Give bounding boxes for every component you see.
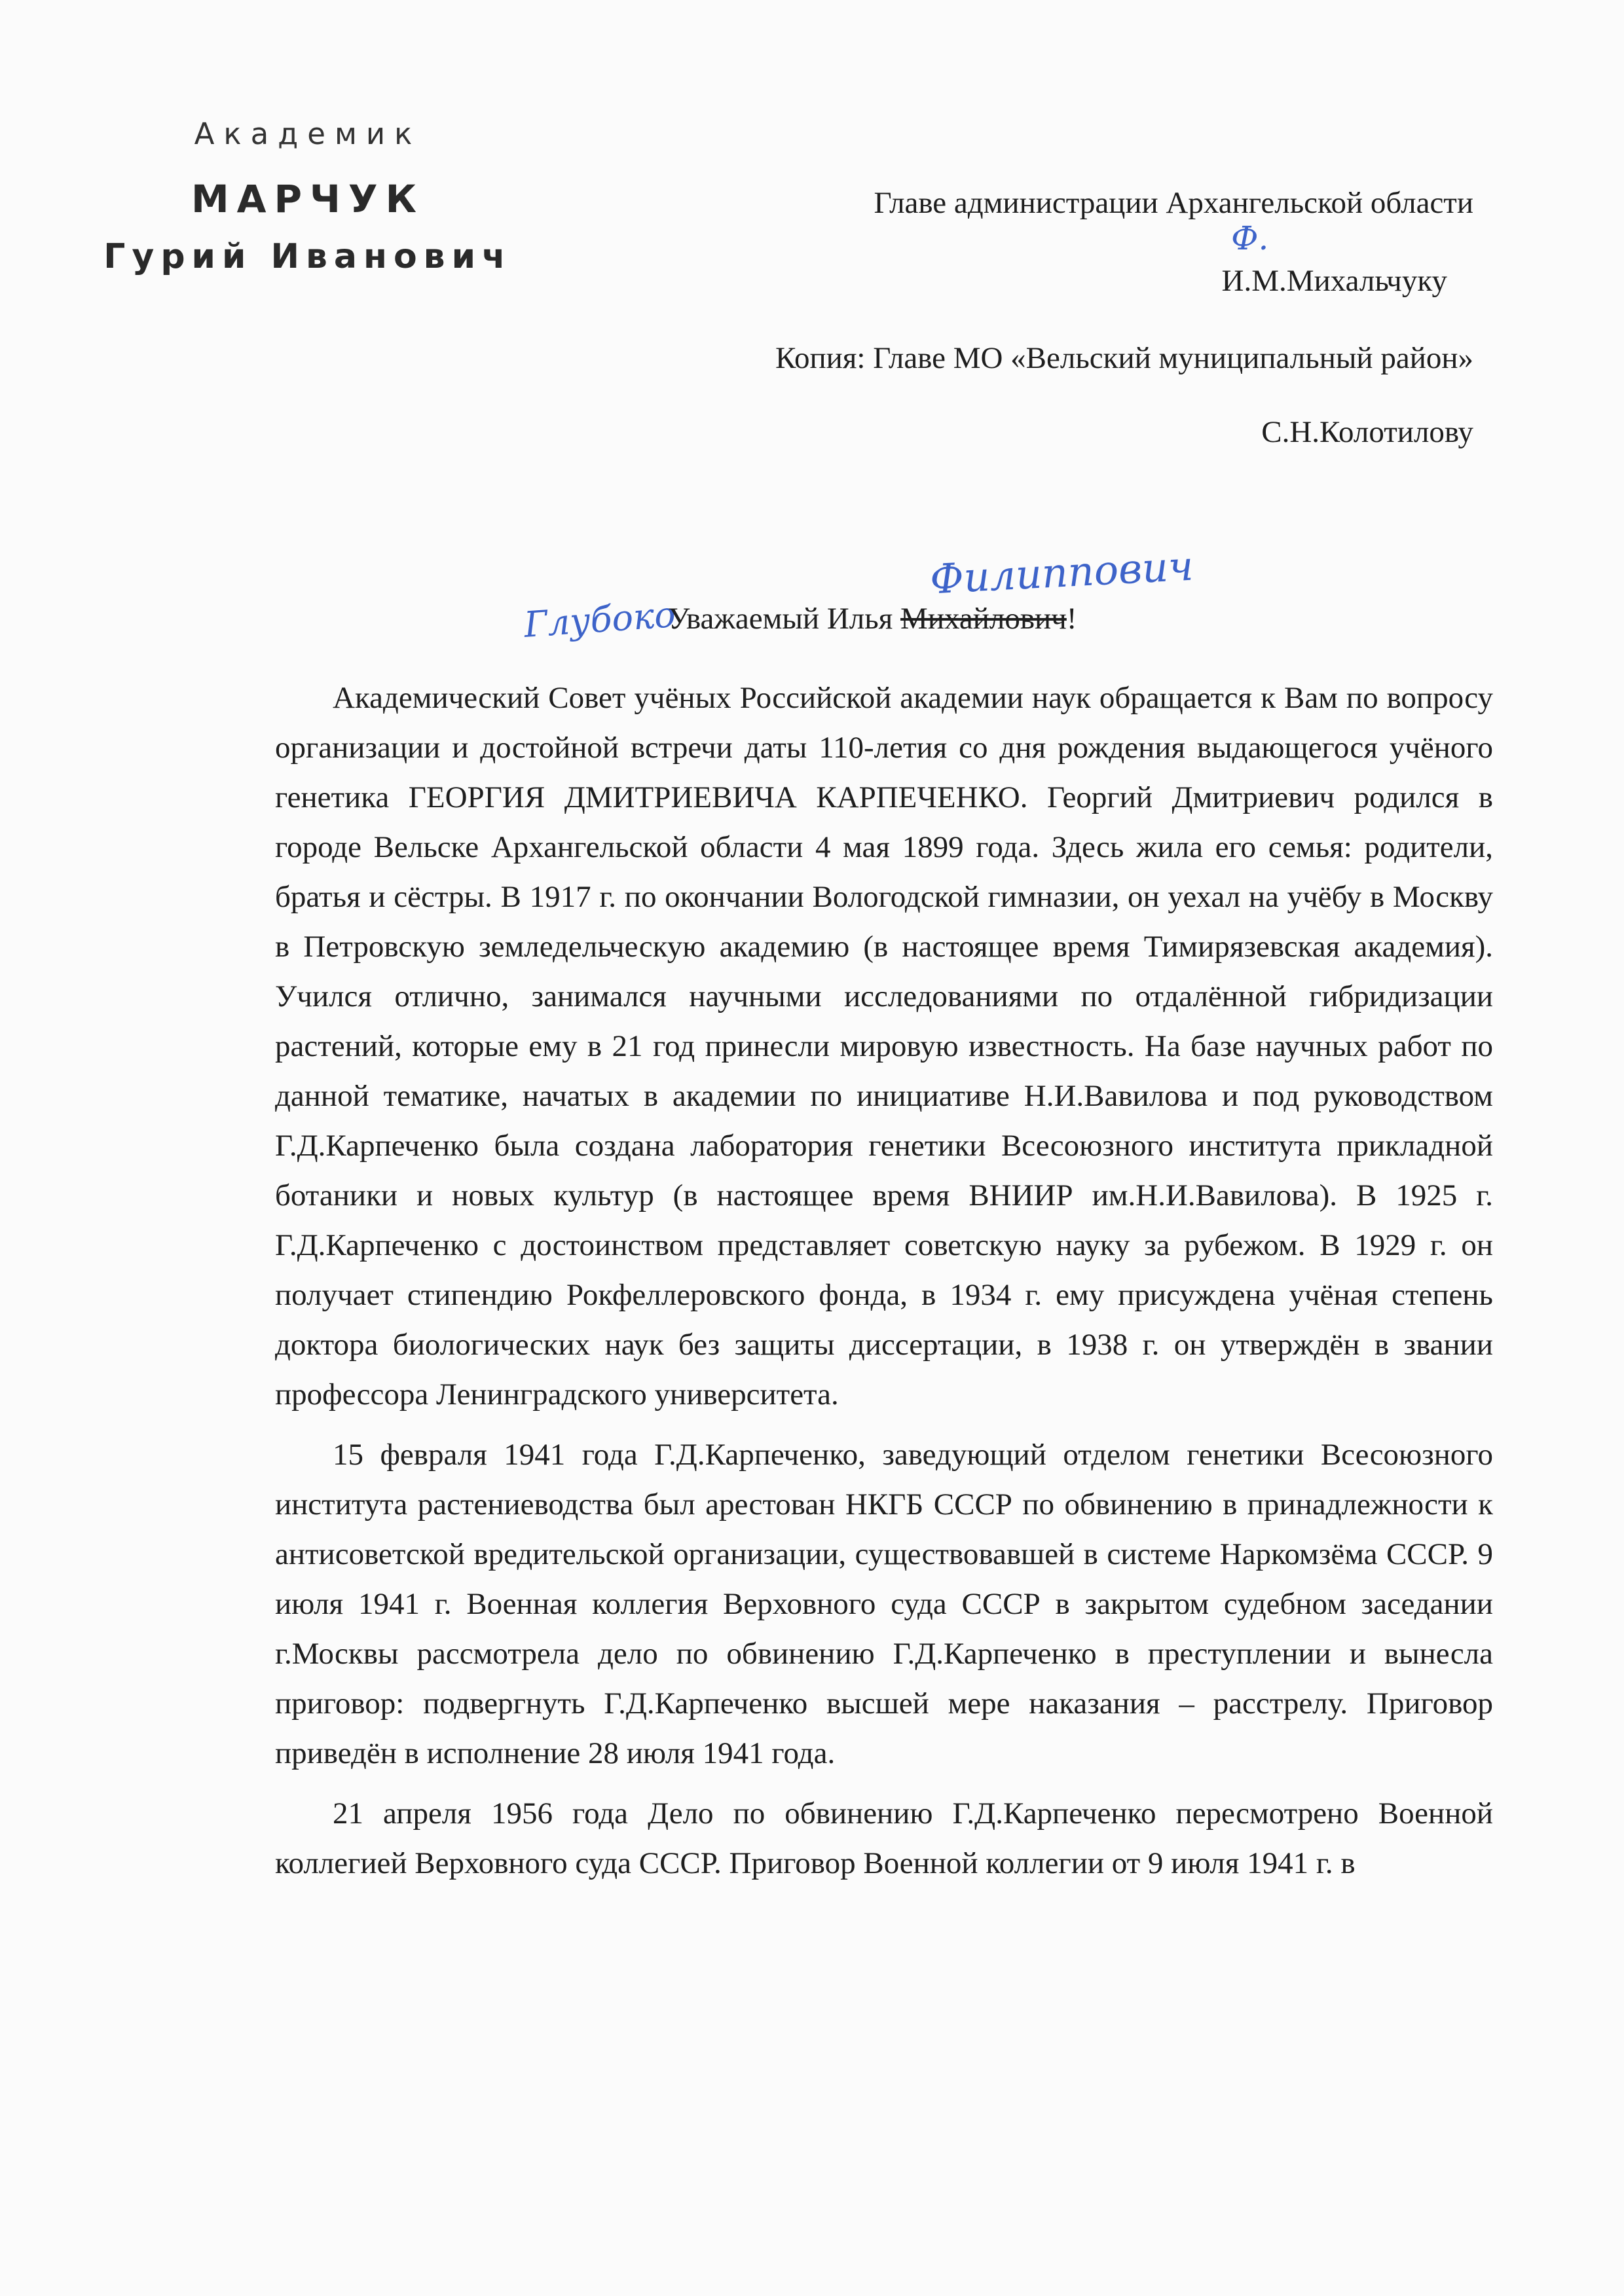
sender-name: Гурий Иванович <box>103 237 512 276</box>
handwritten-initial-correction: Ф. <box>1231 219 1269 257</box>
body-paragraph: Академический Совет учёных Российской академии наук обращается к Вам по вопросу организации и достойной встречи даты 110-летия со дня рождения выдающегося учёного генетика ГЕОРГИЯ ДМИТРИЕВИЧА КАРПЕЧЕНКО. Георгий Дмитриевич родился в городе Вельске Архангельской области 4 мая 1899 года. Здесь жила его семья: родители, братья и сёстры. В 1917 г. по окончании Вологодской гимназии, он уехал на учёбу в Москву в Петровскую земледельческую академию (в настоящее время Тимирязевская академия). Учился отлично, занимался научными исследованиями по отдалённой гибридизации растений, которые ему в 21 год принесли мировую известность. На базе научных работ по данной тематике, начатых в академии по инициативе Н.И.Вавилова и под руководством Г.Д.Карпеченко была создана лаборатория генетики Всесоюзного института прикладной ботаники и новых культур (в настоящее время ВНИИР им.Н.И.Вавилова). В 1925 г. Г.Д.Карпеченко с достоинством представляет советскую науку за рубежом. В 1929 г. он получает стипендию Рокфеллеровского фонда, в 1934 г. ему присуждена учёная степень доктора биологических наук без защиты диссертации, в 1938 г. он утверждён в звании профессора Ленинградского университета. <box>275 681 1493 1412</box>
salutation <box>668 601 1077 636</box>
letter-body <box>275 673 1493 1899</box>
sender-surname: МАРЧУК <box>191 177 425 221</box>
struck-patronymic: Михайлович <box>900 602 1067 636</box>
copy-recipient-line: Копия: Главе МО «Вельский муниципальный район» <box>775 341 1473 375</box>
salutation-suffix: ! <box>1066 602 1077 636</box>
body-paragraph: 21 апреля 1956 года Дело по обвинению Г.Д.Карпеченко пересмотрено Военной коллегией Верховного суда СССР. Приговор Военной коллегии от 9 июля 1941 г. в <box>275 1796 1493 1880</box>
salutation-prefix: Уважаемый Илья <box>668 602 901 636</box>
handwritten-salutation-insert: Глубоко <box>523 593 677 646</box>
sender-title: Академик <box>194 117 422 151</box>
handwritten-patronymic-correction: Филиппович <box>929 541 1195 604</box>
addressee-name: И.М.Михальчуку <box>1221 264 1447 298</box>
body-paragraph: 15 февраля 1941 года Г.Д.Карпеченко, заведующий отделом генетики Всесоюзного института растениеводства был арестован НКГБ СССР по обвинению в принадлежности к антисоветской вредительской организации, существовавшей в системе Наркомзёма СССР. 9 июля 1941 г. Военная коллегия Верховного суда СССР в закрытом судебном заседании г.Москвы рассмотрела дело по обвинению Г.Д.Карпеченко в преступлении и вынесла приговор: подвергнуть Г.Д.Карпеченко высшей мере наказания – расстрелу. Приговор приведён в исполнение 28 июля 1941 года. <box>275 1438 1493 1770</box>
copy-recipient-name: С.Н.Колотилову <box>1261 415 1473 449</box>
addressee-line: Главе администрации Архангельской области <box>874 186 1473 220</box>
